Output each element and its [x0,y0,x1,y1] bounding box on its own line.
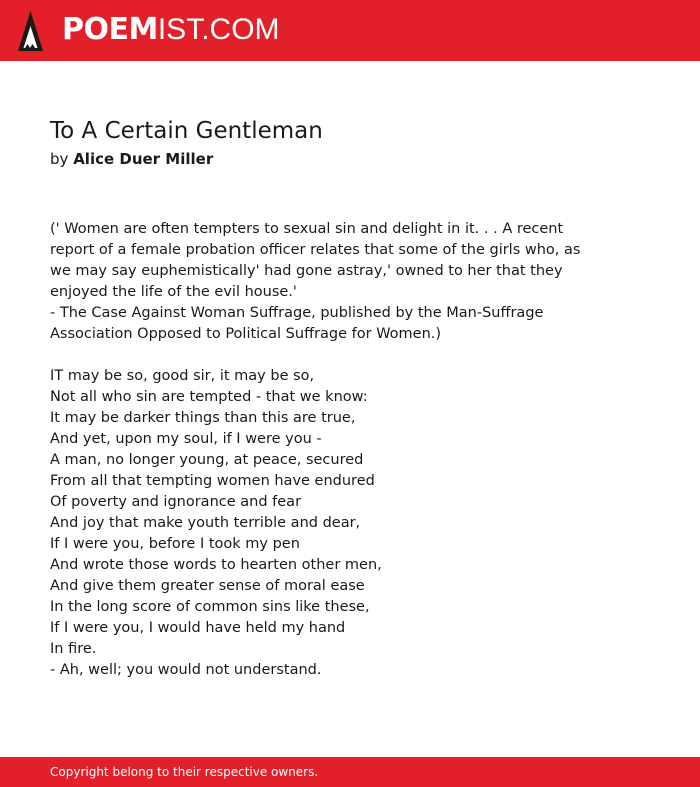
site-logo[interactable] [62,12,280,48]
brand-light: IST.COM [157,13,280,46]
poem-line: Of poverty and ignorance and fear [50,494,302,510]
poem-line: And joy that make youth terrible and dear, [50,515,361,531]
by-label: by [50,150,69,168]
poem-body [50,219,610,681]
poem-line: - Ah, well; you would not understand. [50,662,322,678]
poem-line: - The Case Against Woman Suffrage, published by the Man-Suffrage [50,305,544,321]
poem-line [50,345,610,366]
poem-line: IT may be so, good sir, it may be so, [50,368,315,384]
poem-line: enjoyed the life of the evil house.' [50,284,297,300]
poem-line: And wrote those words to hearten other men, [50,557,382,573]
poem-line: If I were you, I would have held my hand [50,620,346,636]
poem-line: Not all who sin are tempted - that we know: [50,389,368,405]
copyright-text: Copyright belong to their respective owners. [50,765,319,779]
poem-title: To A Certain Gentleman [50,118,323,144]
poem-line: From all that tempting women have endured [50,473,375,489]
poem-line: (' Women are often tempters to sexual sin and delight in it. . . A recent [50,221,564,237]
poem-line: If I were you, before I took my pen [50,536,300,552]
poem-line: And yet, upon my soul, if I were you - [50,431,322,447]
poem-line: report of a female probation officer relates that some of the girls who, as [50,242,581,258]
poem-author: Alice Duer Miller [73,150,214,168]
site-footer [0,757,700,787]
brand-bold: POEM [62,12,158,47]
poem-line: And give them greater sense of moral ease [50,578,365,594]
poem-line: In the long score of common sins like these, [50,599,370,615]
pencil-icon [17,10,44,52]
site-header [0,0,700,61]
poem-line: In fire. [50,641,97,657]
poem-line: Association Opposed to Political Suffrage for Women.) [50,326,442,342]
poem-line: A man, no longer young, at peace, secured [50,452,364,468]
poem-line: It may be darker things than this are true, [50,410,356,426]
poem-byline [50,149,213,169]
poem-line: we may say euphemistically' had gone astray,' owned to her that they [50,263,563,279]
